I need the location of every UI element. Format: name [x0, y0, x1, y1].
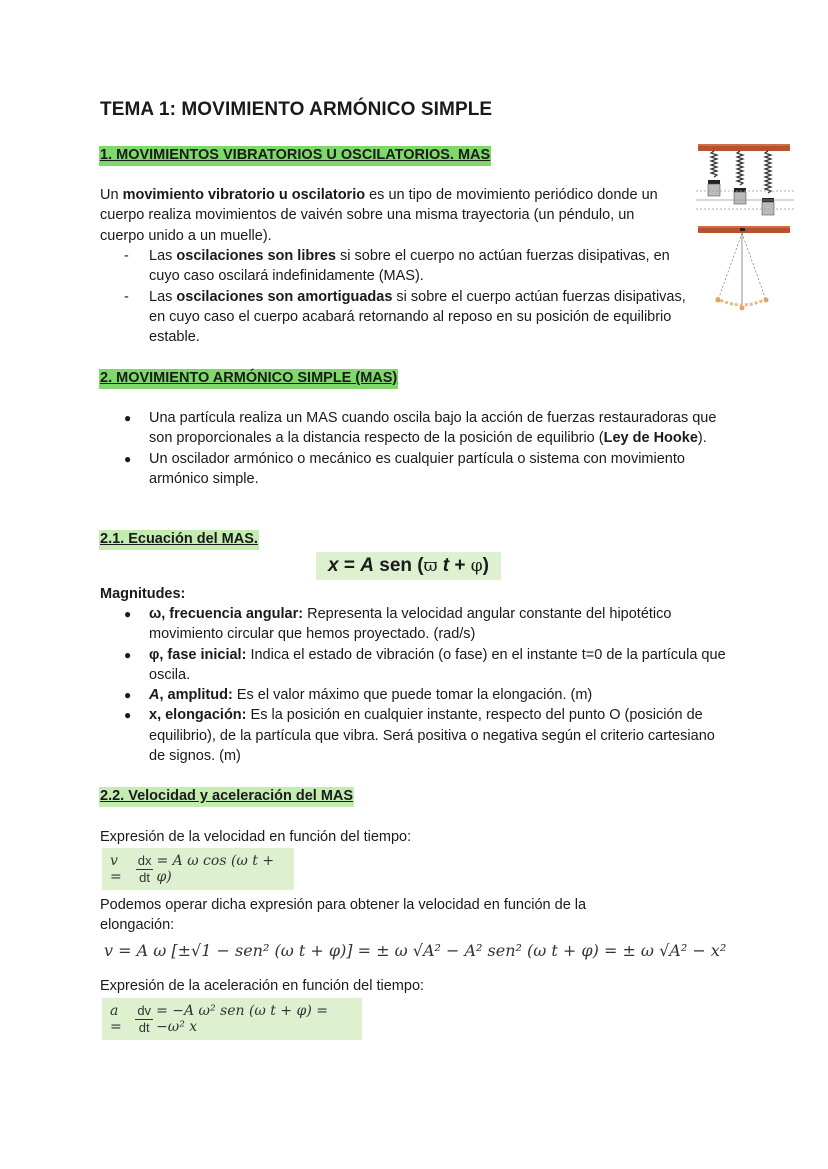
section-1-intro: Un movimiento vibratorio u oscilatorio es un tipo de movimiento periódico donde un cuerpo realiza movimientos de vaivén sobre una misma trayectoria (un péndulo, un cuerpo unido a un muelle). [100, 187, 658, 244]
acceleration-time-label: Expresión de la aceleración en función del tiempo: [100, 978, 425, 994]
acceleration-formula: a = $\frac{dv}{dt}$ = −A ω² sen (ω t + φ) = −ω² x [102, 998, 362, 1040]
velocity-time-label: Expresión de la velocidad en función del tiempo: [100, 829, 412, 845]
section-2-2-heading: 2.2. Velocidad y aceleración del MAS [99, 787, 354, 807]
spring-pendulum-illustration [694, 140, 798, 312]
velocity-elongation-formula: v = A ω [±√1 − sen² (ω t + φ)] = ± ω √A² − A² sen² (ω t + φ) = ± ω √A² − x² [104, 941, 727, 960]
section-2-heading: 2. MOVIMIENTO ARMÓNICO SIMPLE (MAS) [99, 369, 398, 389]
mas-equation: x = A sen (ϖ t + φ) [316, 552, 501, 580]
section-1-list [100, 246, 690, 347]
page-title: TEMA 1: MOVIMIENTO ARMÓNICO SIMPLE [100, 99, 493, 120]
list-item: ● A, amplitud: Es el valor máximo que puede tomar la elongación. (m) [124, 687, 593, 704]
list-item: - Las oscilaciones son amortiguadas si sobre el cuerpo actúan fuerzas disipativas, en cuyo caso el cuerpo acabará retornando al reposo en su posición de equilibrio estable. [124, 288, 686, 346]
oscillator-figure [694, 140, 798, 312]
list-item: ● Un oscilador armónico o mecánico es cualquier partícula o sistema con movimiento armónico simple. [124, 450, 685, 487]
list-item: ● φ, fase inicial: Indica el estado de vibración (o fase) en el instante t=0 de la partícula que oscila. [124, 646, 726, 683]
section-1-heading: 1. MOVIMIENTOS VIBRATORIOS U OSCILATORIOS. MAS [99, 146, 491, 166]
list-item: - Las oscilaciones son libres si sobre el cuerpo no actúan fuerzas disipativas, en cuyo caso oscilará indefinidamente (MAS). [124, 248, 670, 285]
list-item: ● x, elongación: Es la posición en cualquier instante, respecto del punto O (posición de equilibrio), de la partícula que vibra. Será positiva o negativa según el criterio cartesiano de signos. (m) [124, 707, 715, 765]
section-2-list [100, 408, 730, 489]
list-item: ● ω, frecuencia angular: Representa la velocidad angular constante del hipotético movimiento circular que hemos proyectado. (rad/s) [124, 606, 672, 643]
magnitudes-label: Magnitudes: [100, 586, 186, 602]
magnitudes-list [100, 604, 730, 766]
velocity-formula: v = $\frac{dx}{dt}$ = A ω cos (ω t + φ) [102, 848, 294, 890]
section-2-1-heading: 2.1. Ecuación del MAS. [99, 530, 259, 550]
list-item: ● Una partícula realiza un MAS cuando oscila bajo la acción de fuerzas restauradoras que son proporcionales a la distancia respecto de la posición de equilibrio (Ley de Hooke). [124, 410, 717, 447]
velocity-elongation-label: Podemos operar dicha expresión para obtener la velocidad en función de la elongación: [100, 897, 587, 934]
